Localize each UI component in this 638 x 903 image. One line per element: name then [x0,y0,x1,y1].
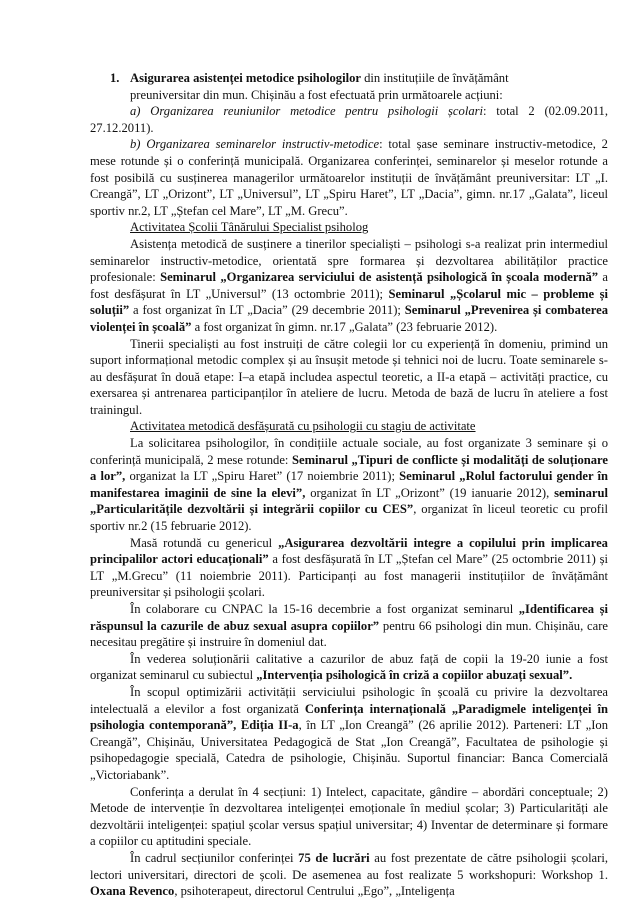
item-1-title: Asigurarea asistenței metodice psihologilor [130,71,361,85]
section-heading-methodical: Activitatea metodică desfășurată cu psihologii cu stagiu de activitate [130,419,476,434]
paragraph-tinerii: Tinerii specialiști au fost instruiți de către colegii lor cu experiență în domeniu, primind un suport informațional metodic complex și au însușit metode și tehnici noi de lucru. Toate seminarele s-au desfășurat în două etape: I–a etapă includea aspectul teoretic, a II-a etapă – activități practice, cu exersarea și antrenarea participanților în ateliere de lucru. Metoda de bază de lucru în ateliere a fost trainingul. [90,336,608,417]
paragraph-cnpac: În colaborare cu CNPAC la 15-16 decembrie a fost organizat seminarul „Identificarea și răspunsul la cazurile de abuz sexual asupra copiilor” pentru 66 psihologi din mun. Chișinău, care necesitau pregătire și instruire în domeniul dat. [90,602,608,650]
paragraph-masa-rotunda: Masă rotundă cu genericul „Asigurarea dezvoltării integre a copilului prin implicarea principalilor actori educaționali” a fost desfășurată în LT „Ștefan cel Mare” (25 octombrie 2011) și LT „M.Grecu” (11 noiembrie 2011). Participanți au fost managerii instituțiilor de învățământ preuniversitar și psihologii școlari. [90,535,608,600]
paragraph-scopul: În scopul optimizării activității serviciului psihologic în școală cu privire la dezvoltarea intelectuală a elevilor a fost organizată Conferința internațională „Paradigmele inteligenței în psihologia contemporană”, Ediția II-a, în LT „Ion Creangă” (26 aprilie 2012). Parteneri: LT „Ion Creangă”, Chișinău, Universitatea Pedagogică de Stat „Ion Creangă”, Facultatea de psihologie și psihopedagogie specială, Catedra de psihologie, Chișinău. Suportul financiar: Banca Comercială „Victoriabank”. [90,684,608,782]
paragraph-b-label: b) Organizarea seminarelor instructiv-metodice [130,137,380,152]
item-number: 1. [110,71,120,85]
paragraph-a-label: a) Organizarea reuniunilor metodice pentru psihologii școlari [130,104,484,119]
paragraph-b: b) Organizarea seminarelor instructiv-metodice: total șase seminare instructiv-metodice, 2 mese rotunde și o conferință municipală. Organizarea conferinței, seminarelor și meselor rotunde a fost posibilă cu susținerea managerilor următoarelor instituții de învățământ preuniversitar: LT „I. Creangă”, LT „Orizont”, LT „Universul”, LT „Spiru Haret”, LT „Dacia”, gimn. nr.17 „Galata”, liceul sportiv nr.2, LT „Ștefan cel Mare”, LT „M. Grecu”. [90,137,608,218]
paragraph-conferinta: Conferința a derulat în 4 secțiuni: 1) Intelect, capacitate, gândire – abordări conceptuale; 2) Metode de intervenție în dezvoltarea inteligenței emoționale în mediul școlar; 3) Particularități ale dezvoltării inteligenței: spațiul școlar versus spațiul universitar; 4) Inventar de determinare și formare a copiilor cu aptitudini speciale. [90,784,608,849]
paragraph-cadrul: În cadrul secțiunilor conferinței 75 de lucrări au fost prezentate de către psihologii școlari, lectori universitari, directori de școli. De asemenea au fost realizate 5 workshopuri: Workshop 1. Oxana Revenco, psihoterapeut, directorul Centrului „Ego”, „Inteligența [90,850,608,899]
paragraph-a: a) Organizarea reuniunilor metodice pentru psihologii școlari: total 2 (02.09.2011, 27.12.2011). [90,104,608,135]
item-1-intro-line2: preuniversitar din mun. Chișinău a fost efectuată prin următoarele acțiuni: [130,87,503,102]
item-1-intro: 1. Asigurarea asistenței metodice psihologilor din instituțiile de învățământ [110,71,509,85]
paragraph-asistenta: Asistența metodică de susținere a tinerilor specialiști – psihologi s-a realizat prin intermediul seminarelor instructiv-metodice, orientată spre formarea și dezvoltarea abilităților practice profesionale: Seminarul „Organizarea serviciului de asistență psihologică în școala modernă” a fost desfășurat în LT „Universul” (13 octombrie 2011); Seminarul „Școlarul mic – probleme și soluții” a fost organizat în LT „Dacia” (29 decembrie 2011); Seminarul „Prevenirea și combaterea violenței în școală” a fost organizat în gimn. nr.17 „Galata” (23 februarie 2012). [90,236,609,334]
paragraph-solicitarea: La solicitarea psihologilor, în condițiile actuale sociale, au fost organizate 3 seminare și o conferință municipală, 2 mese rotunde: Seminarul „Tipuri de conflicte și modalități de soluționare a lor”, organizat la LT „Spiru Haret” (17 noiembrie 2011); Seminarul „Rolul factorului gender în manifestarea imaginii de sine la elevi”, organizat în LT „Orizont” (19 ianuarie 2012), seminarul „Particularitățile dezvoltării și integrării copiilor cu CES”, organizat în liceul teoretic cu profil sportiv nr.2 (15 februarie 2012). [90,436,609,534]
section-heading-school: Activitatea Școlii Tânărului Specialist psiholog [130,220,369,235]
paragraph-vederea: În vederea soluționării calitative a cazurilor de abuz față de copii la 19-20 iunie a fost organizat seminarul cu subiectul „Intervenția psihologică în criză a copiilor abuzați sexual”. [90,651,608,683]
